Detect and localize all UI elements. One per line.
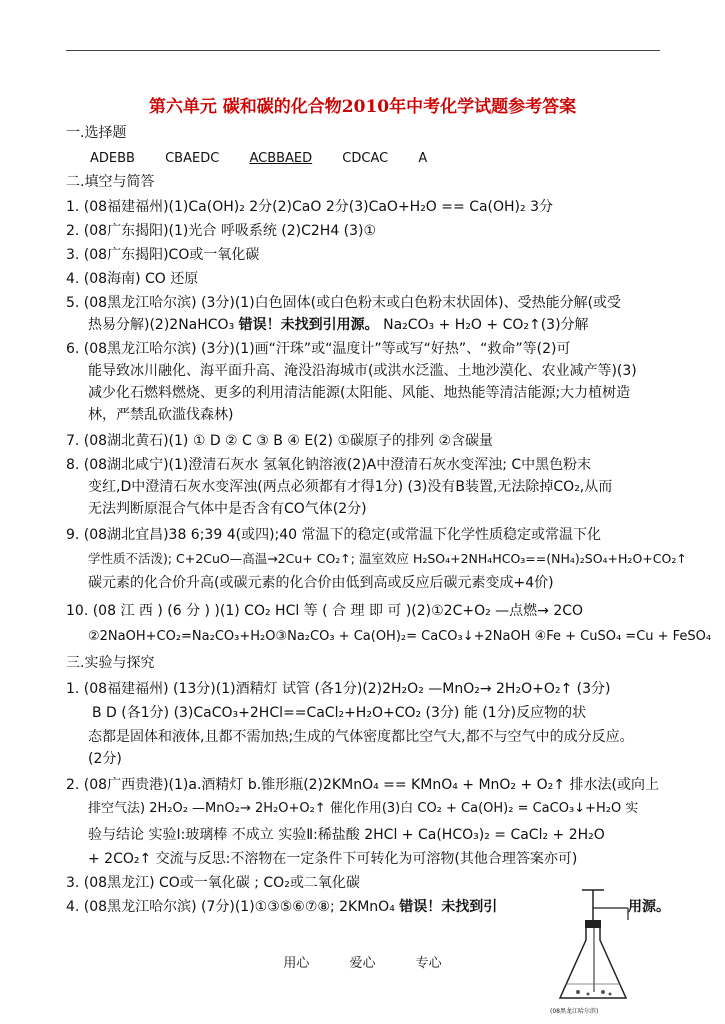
choice-group-2: CBAEDC (165, 151, 220, 166)
section-choice: 一.选择题 (66, 125, 127, 141)
footer-text: 专心 (415, 956, 442, 971)
section-fill: 二.填空与简答 (66, 174, 155, 190)
answer-line: 碳元素的化合价升高(或碳元素的化合价由低到高或反应后碳元素变成+4价) (88, 575, 554, 591)
flask-apparatus-figure (548, 880, 638, 1010)
answer-line: 态都是固体和液体,且都不需加热;生成的气体密度都比空气大,都不与空气中的成分反应。 (88, 729, 634, 745)
answer-line: 1. (08福建福州) (13分)(1)酒精灯 试管 (各1分)(2)2H₂O₂ —MnO₂→ 2H₂O+O₂↑ (3分) (66, 681, 611, 697)
answer-line: (2分) (88, 751, 122, 767)
choice-group-5: A (418, 151, 428, 166)
answer-line: ②2NaOH+CO₂=Na₂CO₃+H₂O③Na₂CO₃ + Ca(OH)₂= CaCO₃↓+2NaOH ④Fe + CuSO₄ =Cu + FeSO₄ (88, 629, 712, 644)
answer-line: 8. (08湖北咸宁)(1)澄清石灰水 氢氧化钠溶液(2)A中澄清石灰水变浑浊; C中黑色粉末 (66, 457, 592, 473)
answer-line (88, 316, 589, 334)
choice-answers (90, 150, 427, 168)
error-ref-text: 用源。 (628, 899, 670, 915)
answer-line: B D (各1分) (3)CaCO₃+2HCl==CaCl₂+H₂O+CO₂ (3分) 能 (1分)反应物的状 (92, 705, 587, 721)
answer-text: 4. (08黑龙江哈尔滨) (7分)(1)①③⑤⑥⑦⑧; 2KMnO₄ (66, 899, 400, 915)
answer-text: Na₂CO₃ + H₂O + CO₂↑(3)分解 (378, 317, 589, 333)
answer-line: 排空气法) 2H₂O₂ —MnO₂→ 2H₂O+O₂↑ 催化作用(3)白 CO₂ + Ca(OH)₂ = CaCO₃↓+H₂O 实 (88, 801, 639, 816)
answer-line: 3. (08广东揭阳)CO或一氧化碳 (66, 247, 260, 263)
error-ref-text: 错误！未找到引 (399, 899, 498, 915)
answer-line: 减少化石燃料燃烧、更多的利用清洁能源(太阳能、风能、地热能等清洁能源;大力植树造 (88, 385, 631, 401)
answer-line: 6. (08黑龙江哈尔滨) (3分)(1)画“汗珠”或“温度计”等或写“好热”、“救命”等(2)可 (66, 341, 571, 357)
answer-line: + 2CO₂↑ 交流与反思:不溶物在一定条件下可转化为可溶物(其他合理答案亦可) (88, 851, 578, 867)
error-ref-text: 错误！未找到引用源。 (238, 317, 379, 333)
page-title: 第六单元 碳和碳的化合物2010年中考化学试题参考答案 (148, 97, 577, 117)
header-rule (66, 50, 660, 51)
answer-text: 热易分解)(2)2NaHCO₃ (88, 317, 239, 333)
answer-line: 5. (08黑龙江哈尔滨) (3分)(1)白色固体(或白色粉末或白色粉末状固体)、受热能分解(或受 (66, 295, 622, 311)
section-experiment: 三.实验与探究 (66, 655, 155, 671)
answer-line: 2. (08广东揭阳)(1)光合 呼吸系统 (2)C2H4 (3)① (66, 223, 377, 239)
choice-group-1: ADEBB (90, 151, 135, 166)
answer-line: 1. (08福建福州)(1)Ca(OH)₂ 2分(2)CaO 2分(3)CaO+H₂O == Ca(OH)₂ 3分 (66, 199, 553, 215)
answer-line: 变红,D中澄清石灰水变浑浊(两点必须都有才得1分) (3)没有B装置,无法除掉CO₂,从而 (88, 479, 613, 495)
answer-line: 4. (08海南) CO 还原 (66, 271, 199, 287)
footer-text: 爱心 (349, 956, 376, 971)
answer-line: 3. (08黑龙江) CO或一氧化碳 ; CO₂或二氧化碳 (66, 875, 360, 891)
answer-line: 9. (08湖北宜昌)38 6;39 4(或四);40 常温下的稳定(或常温下化学性质稳定或常温下化 (66, 527, 601, 543)
answer-line: 2. (08广西贵港)(1)a.酒精灯 b.锥形瓶(2)2KMnO₄ == KMnO₄ + MnO₂ + O₂↑ 排水法(或向上 (66, 777, 659, 793)
answer-line (66, 898, 497, 916)
footer-text: 用心 (283, 956, 310, 971)
answer-line: 能导致冰川融化、海平面升高、淹没沿海城市(或洪水泛滥、土地沙漠化、农业减产等)(3) (88, 363, 637, 379)
figure-caption: (08黑龙江哈尔滨) (550, 1008, 599, 1015)
answer-line: 7. (08湖北黄石)(1) ① D ② C ③ B ④ E(2) ①碳原子的排列 ②含碳量 (66, 433, 494, 449)
choice-group-3: ACBBAED (249, 151, 313, 166)
answer-line: 无法判断原混合气体中是否含有CO气体(2分) (88, 501, 367, 517)
answer-line: 10. (08 江 西 ) (6 分 ) )(1) CO₂ HCl 等 ( 合 理 即 可 )(2)①2C+O₂ —点燃→ 2CO (66, 603, 584, 619)
answer-line: 学性质不活泼); C+2CuO—高温→2Cu+ CO₂↑; 温室效应 H₂SO₄+2NH₄HCO₃==(NH₄)₂SO₄+H₂O+CO₂↑ (88, 551, 687, 566)
page-footer (0, 952, 725, 971)
answer-line: 林，严禁乱砍滥伐森林) (88, 407, 234, 423)
answer-line: 验与结论 实验Ⅰ:玻璃棒 不成立 实验Ⅱ:稀盐酸 2HCl + Ca(HCO₃)₂ = CaCl₂ + 2H₂O (88, 827, 605, 843)
choice-group-4: CDCAC (342, 151, 389, 166)
